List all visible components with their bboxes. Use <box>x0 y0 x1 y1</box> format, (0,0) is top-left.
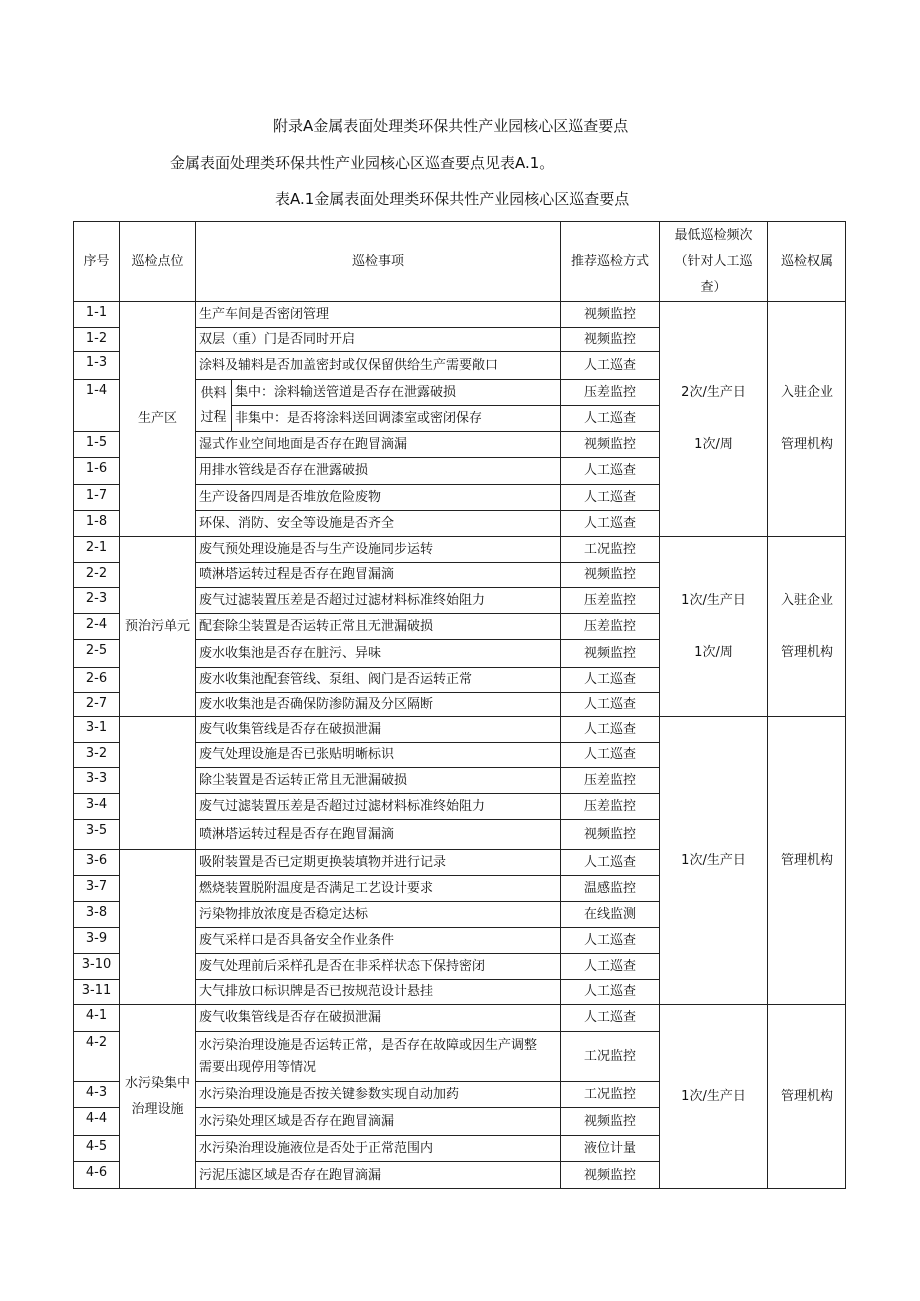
row-item-line2: 需要出现停用等情况 <box>199 1059 317 1075</box>
row-item: 喷淋塔运转过程是否存在跑冒漏滴 <box>195 819 560 849</box>
frequency-group-1-a: 2次/生产日 <box>681 385 746 400</box>
header-frequency <box>659 221 767 301</box>
point-water-treatment <box>119 1004 195 1189</box>
row-method: 人工巡查 <box>560 510 659 536</box>
row-seq: 4-3 <box>73 1081 119 1107</box>
row-item: 污泥压滤区域是否存在跑冒滴漏 <box>195 1161 560 1189</box>
point-group-3-upper <box>119 716 195 849</box>
row-item: 废气收集管线是否存在破损泄漏 <box>195 716 560 742</box>
row-item: 废气处理前后采样孔是否在非采样状态下保持密闭 <box>195 953 560 979</box>
owner-group-2-a: 入驻企业 <box>780 592 833 608</box>
row-method: 人工巡查 <box>560 667 659 692</box>
row-method: 人工巡查 <box>560 716 659 742</box>
owner-group-1-b: 管理机构 <box>780 437 833 452</box>
row-seq: 2-2 <box>73 562 119 587</box>
inspection-table <box>73 221 846 1189</box>
owner-group-2 <box>767 536 846 716</box>
row-method: 压差监控 <box>560 793 659 819</box>
supply-process-label-line1: 供料 <box>200 385 227 401</box>
row-item: 生产设备四周是否堆放危险废物 <box>195 484 560 510</box>
row-method: 工况监控 <box>560 1081 659 1107</box>
row-item: 污染物排放浓度是否稳定达标 <box>195 901 560 927</box>
row-seq: 4-6 <box>73 1161 119 1189</box>
row-item: 生产车间是否密闭管理 <box>195 301 560 327</box>
point-water-treatment-line1: 水污染集中 <box>124 1076 190 1091</box>
row-item: 废气过滤装置压差是否超过过滤材料标准终始阻力 <box>195 587 560 613</box>
row-item: 双层（重）门是否同时开启 <box>195 327 560 351</box>
row-item: 大气排放口标识牌是否已按规范设计悬挂 <box>195 979 560 1004</box>
owner-group-4: 管理机构 <box>767 1004 846 1189</box>
row-method: 视频监控 <box>560 562 659 587</box>
row-seq: 1-8 <box>73 510 119 536</box>
row-seq: 3-5 <box>73 819 119 849</box>
row-method: 人工巡查 <box>560 405 659 431</box>
frequency-group-2-b: 1次/周 <box>694 644 733 660</box>
row-item: 废水收集池配套管线、泵组、阀门是否运转正常 <box>195 667 560 692</box>
row-seq: 3-1 <box>73 716 119 742</box>
row-seq: 4-5 <box>73 1135 119 1161</box>
row-method: 温感监控 <box>560 875 659 901</box>
row-method: 人工巡查 <box>560 351 659 379</box>
row-method: 人工巡查 <box>560 1004 659 1031</box>
row-seq: 3-6 <box>73 849 119 875</box>
row-seq: 1-6 <box>73 457 119 484</box>
point-water-treatment-line2: 治理设施 <box>131 1102 184 1117</box>
row-method: 视频监控 <box>560 327 659 351</box>
row-method: 人工巡查 <box>560 927 659 953</box>
header-frequency-line1: 最低巡检频次 <box>674 227 753 243</box>
supply-process-label-line2: 过程 <box>200 409 227 425</box>
frequency-group-4: 1次/生产日 <box>659 1004 767 1189</box>
header-seq: 序号 <box>73 221 119 301</box>
row-seq: 3-11 <box>73 979 119 1004</box>
row-item: 非集中：是否将涂料送回调漆室或密闭保存 <box>231 405 560 431</box>
header-frequency-line2: （针对人工巡 <box>674 253 753 269</box>
row-method: 工况监控 <box>560 1031 659 1081</box>
row-seq: 1-2 <box>73 327 119 351</box>
header-method: 推荐巡检方式 <box>560 221 659 301</box>
row-seq: 2-4 <box>73 613 119 639</box>
row-seq: 2-5 <box>73 639 119 667</box>
row-method: 压差监控 <box>560 767 659 793</box>
row-item: 水污染处理区域是否存在跑冒滴漏 <box>195 1107 560 1135</box>
row-seq: 3-7 <box>73 875 119 901</box>
row-method: 视频监控 <box>560 819 659 849</box>
appendix-title: 附录A金属表面处理类环保共性产业园核心区巡查要点 <box>273 117 629 135</box>
row-method: 在线监测 <box>560 901 659 927</box>
row-seq: 1-7 <box>73 484 119 510</box>
row-item: 废水收集池是否确保防渗防漏及分区隔断 <box>195 692 560 716</box>
supply-process-label <box>195 379 231 431</box>
row-item: 水污染治理设施是否按关键参数实现自动加药 <box>195 1081 560 1107</box>
row-seq: 3-2 <box>73 742 119 767</box>
row-item: 燃烧装置脱附温度是否满足工艺设计要求 <box>195 875 560 901</box>
row-item: 废水收集池是否存在脏污、异味 <box>195 639 560 667</box>
row-method: 人工巡查 <box>560 742 659 767</box>
row-seq: 2-3 <box>73 587 119 613</box>
owner-group-1 <box>767 301 846 536</box>
row-item: 废气过滤装置压差是否超过过滤材料标准终始阻力 <box>195 793 560 819</box>
row-method: 人工巡查 <box>560 692 659 716</box>
row-method: 压差监控 <box>560 613 659 639</box>
row-method: 视频监控 <box>560 639 659 667</box>
header-point: 巡检点位 <box>119 221 195 301</box>
header-frequency-line3: 查） <box>700 279 727 295</box>
row-item: 废气预处理设施是否与生产设施同步运转 <box>195 536 560 562</box>
row-method: 人工巡查 <box>560 457 659 484</box>
row-seq: 3-9 <box>73 927 119 953</box>
row-item: 喷淋塔运转过程是否存在跑冒漏滴 <box>195 562 560 587</box>
row-seq: 4-1 <box>73 1004 119 1031</box>
row-seq: 1-1 <box>73 301 119 327</box>
row-item: 湿式作业空间地面是否存在跑冒滴漏 <box>195 431 560 457</box>
row-method: 人工巡查 <box>560 484 659 510</box>
row-seq: 1-3 <box>73 351 119 379</box>
row-item: 废气处理设施是否已张贴明晰标识 <box>195 742 560 767</box>
row-method: 液位计量 <box>560 1135 659 1161</box>
point-production-area: 生产区 <box>119 301 195 536</box>
row-method: 压差监控 <box>560 587 659 613</box>
row-item: 涂料及辅料是否加盖密封或仅保留供给生产需要敞口 <box>195 351 560 379</box>
point-pretreatment-unit: 预治污单元 <box>119 536 195 716</box>
row-seq: 3-3 <box>73 767 119 793</box>
row-item: 吸附装置是否已定期更换装填物并进行记录 <box>195 849 560 875</box>
row-item: 废气采样口是否具备安全作业条件 <box>195 927 560 953</box>
row-method: 视频监控 <box>560 1107 659 1135</box>
frequency-group-2 <box>659 536 767 716</box>
row-item: 废气收集管线是否存在破损泄漏 <box>195 1004 560 1031</box>
row-item: 水污染治理设施液位是否处于正常范围内 <box>195 1135 560 1161</box>
row-seq: 1-5 <box>73 431 119 457</box>
row-method: 人工巡查 <box>560 849 659 875</box>
point-group-3-lower <box>119 849 195 1004</box>
row-item: 环保、消防、安全等设施是否齐全 <box>195 510 560 536</box>
frequency-group-2-a: 1次/生产日 <box>681 592 746 608</box>
row-item: 配套除尘装置是否运转正常且无泄漏破损 <box>195 613 560 639</box>
row-seq: 4-2 <box>73 1031 119 1081</box>
header-owner: 巡检权属 <box>767 221 846 301</box>
row-seq: 3-4 <box>73 793 119 819</box>
row-item: 集中：涂料输送管道是否存在泄露破损 <box>231 379 560 405</box>
frequency-group-3: 1次/生产日 <box>659 716 767 1004</box>
row-item <box>195 1031 560 1081</box>
row-seq: 1-4 <box>73 379 119 431</box>
row-method: 压差监控 <box>560 379 659 405</box>
row-seq: 2-7 <box>73 692 119 716</box>
row-seq: 4-4 <box>73 1107 119 1135</box>
row-seq: 2-6 <box>73 667 119 692</box>
row-seq: 2-1 <box>73 536 119 562</box>
row-method: 视频监控 <box>560 1161 659 1189</box>
row-seq: 3-8 <box>73 901 119 927</box>
row-item: 除尘装置是否运转正常且无泄漏破损 <box>195 767 560 793</box>
frequency-group-1 <box>659 301 767 536</box>
row-item-line1: 水污染治理设施是否运转正常，是否存在故障或因生产调整 <box>199 1037 538 1053</box>
owner-group-2-b: 管理机构 <box>780 644 833 660</box>
table-title: 表A.1金属表面处理类环保共性产业园核心区巡查要点 <box>275 190 630 208</box>
owner-group-3: 管理机构 <box>767 716 846 1004</box>
owner-group-1-a: 入驻企业 <box>780 385 833 400</box>
row-method: 人工巡查 <box>560 979 659 1004</box>
row-method: 视频监控 <box>560 431 659 457</box>
header-item: 巡检事项 <box>195 221 560 301</box>
row-method: 视频监控 <box>560 301 659 327</box>
row-item: 用排水管线是否存在泄露破损 <box>195 457 560 484</box>
frequency-group-1-b: 1次/周 <box>694 437 733 452</box>
intro-sentence: 金属表面处理类环保共性产业园核心区巡查要点见表A.1。 <box>170 154 555 172</box>
row-seq: 3-10 <box>73 953 119 979</box>
row-method: 人工巡查 <box>560 953 659 979</box>
row-method: 工况监控 <box>560 536 659 562</box>
